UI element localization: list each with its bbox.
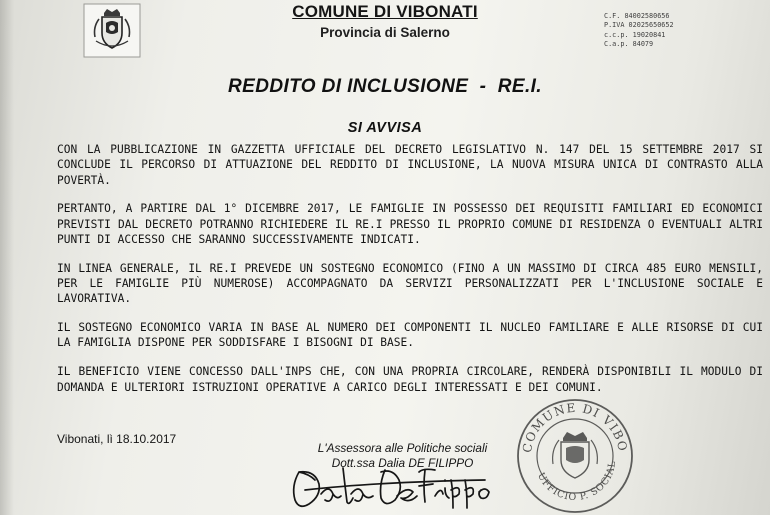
municipality-name: COMUNE DI VIBONATI [292,2,478,21]
notice-heading: SI AVVISA [347,120,423,136]
paragraph-5: IL BENEFICIO VIENE CONCESSO DALL'INPS CHE, CON UNA PROPRIA CIRCOLARE, RENDERÀ DISPONIBILI IL MODULO DI DOMANDA E ULTERIORI ISTRUZIONI OPERATIVE A CARICO DEGLI INTERESSATI E DEI COMUNI. [57,365,763,394]
svg-text:UFFICIO P. SOCIALI: UFFICIO P. SOCIAL [534,459,619,504]
paragraph-2: PERTANTO, A PARTIRE DAL 1° DICEMBRE 2017, LE FAMIGLIE IN POSSESSO DEI REQUISITI FAMILIARI ED ECONOMICI PREVISTI DAL DECRETO POTRANNO RICHIEDERE IL RE.I PRESSO IL PROPRIO COMUNE DI RESIDENZA O EVENTUALI ALTRI PUNTI DI ACCESSO CHE SARANNO SUCCESSIVAMENTE INDICATI. [57,202,763,246]
paragraph-1: CON LA PUBBLICAZIONE IN GAZZETTA UFFICIALE DEL DECRETO LEGISLATIVO N. 147 DEL 15 SETTEMBRE 2017 SI CONCLUDE IL PERCORSO DI ATTUAZIONE DEL REDDITO DI INCLUSIONE, LA NUOVA MISURA UNICA DI CONTRASTO ALLA POVERTÀ. [57,143,763,187]
notice-title: REDDITO DI INCLUSIONE - RE.I. [228,76,542,97]
notice-body [57,142,763,408]
official-seal-icon [513,394,637,515]
signatory-name: Dott.ssa Dalia DE FILIPPO [331,455,474,470]
fiscal-code: C.F. 84002580656 [604,12,670,20]
signatory-role: L'Assessora alle Politiche sociali [317,441,488,455]
paragraph-3: IN LINEA GENERALE, IL RE.I PREVEDE UN SOSTEGNO ECONOMICO (FINO A UN MASSIMO DI CIRCA 485 EURO MENSILI, PER LE FAMIGLIE PIÙ NUMEROSE) ACCOMPAGNATO DA SERVIZI PERSONALIZZATI PER L'INCLUSIONE SOCIALE E LAVORATIVA. [57,261,763,306]
postal-account: c.c.p. 19020841 [604,30,666,39]
fiscal-codes [604,12,714,49]
vat-number: P.IVA 02025650652 [604,21,674,30]
province-name: Provincia di Salerno [320,25,450,40]
handwritten-signature [285,450,515,515]
paragraph-4: IL SOSTEGNO ECONOMICO VARIA IN BASE AL NUMERO DEI COMPONENTI IL NUCLEO FAMILIARE E ALLE RISORSE DI CUI LA FAMIGLIA DISPONE PER SODDISFARE I BISOGNI DI BASE. [57,321,763,350]
svg-text:COMUNE DI VIBONATI: COMUNE DI VIBO [519,400,630,454]
dateline: Vibonati, lì 18.10.2017 [57,432,177,446]
postal-code: C.a.p. 84079 [604,39,654,48]
